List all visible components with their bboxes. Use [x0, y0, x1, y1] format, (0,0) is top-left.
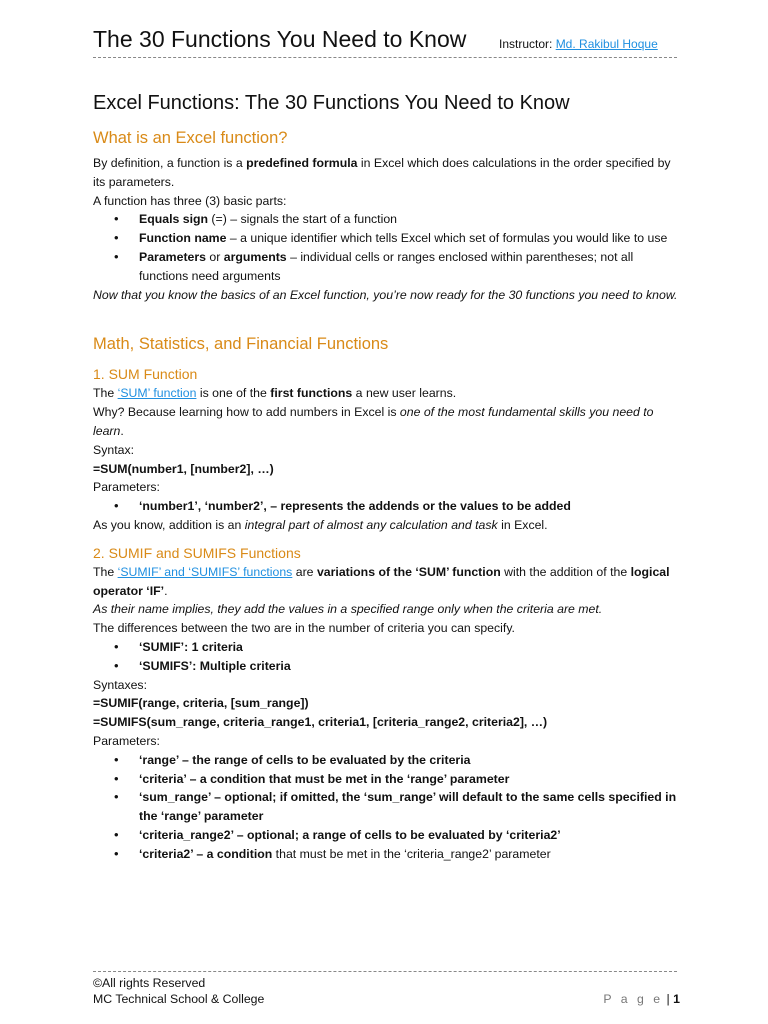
sumif-implies: As their name implies, they add the values in a specified range only when the criteria are met. — [93, 602, 603, 617]
sum-function-link[interactable]: ‘SUM’ function — [117, 386, 197, 401]
list-item: • ‘range’ – the range of cells to be evaluated by the criteria — [139, 751, 683, 770]
definition-paragraph: By definition, a function is a predefined formula in Excel which does calculations in the order specified by its parameters. — [93, 156, 671, 189]
sum-why: Why? Because learning how to add numbers in Excel is one of the most fundamental skills you need to learn. — [93, 405, 654, 438]
header-title: The 30 Functions You Need to Know — [93, 26, 467, 52]
document-title: Excel Functions: The 30 Functions You Need to Know — [93, 92, 570, 114]
list-item: • ‘criteria’ – a condition that must be met in the ‘range’ parameter — [139, 770, 683, 789]
sum-closing: As you know, addition is an integral part of almost any calculation and task in Excel. — [93, 517, 548, 532]
page-separator: | — [663, 992, 674, 1006]
sumif-params-list — [93, 751, 683, 864]
sumifs-syntax: =SUMIFS(sum_range, criteria_range1, criteria1, [criteria_range2, criteria2], …) — [93, 715, 548, 730]
subheading-sum: 1. SUM Function — [93, 366, 198, 383]
subheading-sumif: 2. SUMIF and SUMIFS Functions — [93, 544, 301, 561]
instructor-label: Instructor: — [499, 37, 556, 51]
sumif-criteria-list — [93, 638, 683, 676]
transition-paragraph: Now that you know the basics of an Excel function, you’re now ready for the 30 functions you need to know. — [93, 287, 678, 302]
list-item: • Equals sign (=) – signals the start of a function — [139, 210, 683, 229]
sum-syntax: =SUM(number1, [number2], …) — [93, 461, 274, 476]
parts-intro: A function has three (3) basic parts: — [93, 193, 287, 208]
page-number-value: 1 — [673, 992, 680, 1006]
list-item: • ‘criteria2’ – a condition that must be met in the ‘criteria_range2’ parameter — [139, 845, 683, 864]
sum-params-list — [93, 497, 683, 516]
page-number — [603, 990, 680, 1008]
document-body — [93, 88, 683, 864]
list-item: • Function name – a unique identifier which tells Excel which set of formulas you would like to use — [139, 229, 683, 248]
parts-list — [93, 210, 683, 285]
footer-rights: ©All rights Reserved — [93, 976, 206, 990]
sum-params-label: Parameters: — [93, 480, 160, 495]
footer-divider — [93, 971, 677, 972]
list-item: • ‘criteria_range2’ – optional; a range of cells to be evaluated by ‘criteria2’ — [139, 826, 683, 845]
sumif-differences: The differences between the two are in the number of criteria you can specify. — [93, 621, 515, 636]
sumif-params-label: Parameters: — [93, 733, 160, 748]
section-heading-math: Math, Statistics, and Financial Functions — [93, 335, 389, 354]
sum-syntax-label: Syntax: — [93, 442, 135, 457]
list-item: • ‘SUMIFS’: Multiple criteria — [139, 657, 683, 676]
list-item: • ‘sum_range’ – optional; if omitted, the ‘sum_range’ will default to the same cells specified in the ‘range’ parameter — [139, 788, 683, 826]
sumif-syntax: =SUMIF(range, criteria, [sum_range]) — [93, 696, 309, 711]
header-divider — [93, 57, 677, 58]
sumif-functions-link[interactable]: ‘SUMIF’ and ‘SUMIFS’ functions — [117, 564, 293, 579]
sum-intro: The ‘SUM’ function is one of the first functions a new user learns. — [93, 386, 457, 401]
list-item: • ‘number1’, ‘number2’, – represents the addends or the values to be added — [139, 497, 683, 516]
sumif-syntaxes-label: Syntaxes: — [93, 677, 147, 692]
section-heading-excel-function: What is an Excel function? — [93, 129, 288, 147]
list-item: • Parameters or arguments – individual cells or ranges enclosed within parentheses; not all functions need arguments — [139, 248, 683, 286]
instructor-link[interactable]: Md. Rakibul Hoque — [555, 37, 658, 51]
footer-school: MC Technical School & College — [93, 992, 265, 1006]
header-instructor — [499, 37, 658, 51]
sumif-intro: The ‘SUMIF’ and ‘SUMIFS’ functions are variations of the ‘SUM’ function with the addition of the logical operator ‘IF’. — [93, 564, 670, 598]
list-item: • ‘SUMIF’: 1 criteria — [139, 638, 683, 657]
page-label: P a g e — [603, 992, 664, 1006]
